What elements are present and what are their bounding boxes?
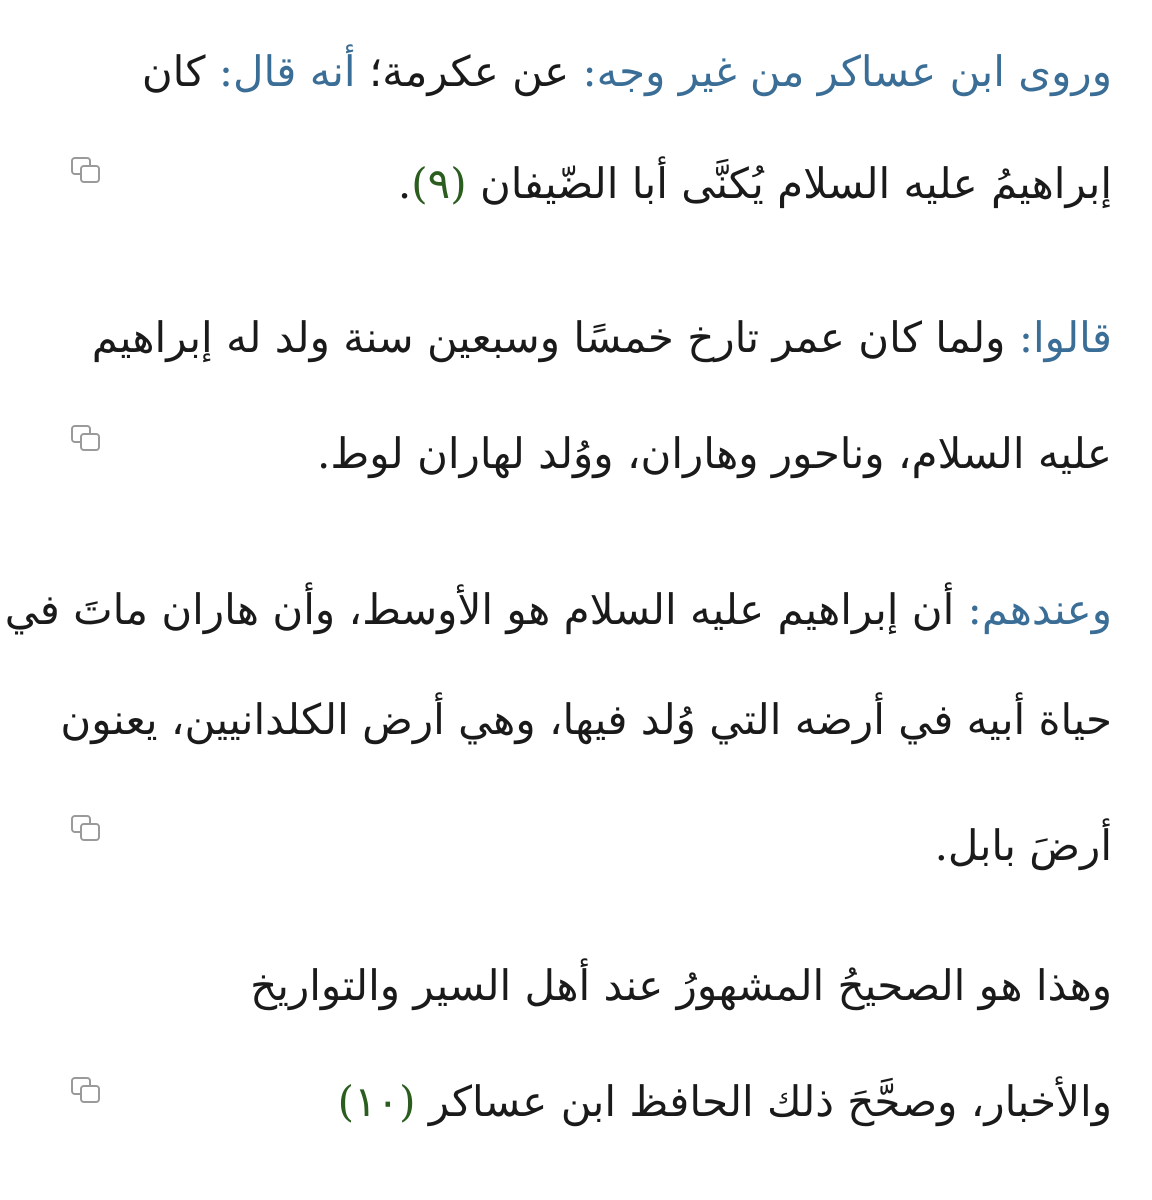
copy-icon[interactable] [70,156,104,186]
text-run: وهذا هو الصحيحُ المشهورُ عند أهل السير والتواريخ [250,961,1112,1010]
footnote-ref[interactable]: (١٠) [337,1077,416,1126]
text-run: أن إبراهيم عليه السلام هو الأوسط، وأن هاران ماتَ في [4,585,968,634]
text-run: كان [141,47,219,96]
text-line [40,820,1112,872]
text-run: عن عكرمة؛ [355,47,583,96]
text-line [40,1076,1112,1128]
text-line [40,428,1112,480]
text-run: والأخبار، وصحَّحَ ذلك الحافظ ابن عساكر [415,1077,1112,1126]
footnote-ref[interactable]: (٩) [411,159,467,208]
text-run: ولما كان عمر تارخ خمسًا وسبعين سنة ولد له إبراهيم [91,313,1019,362]
text-run: عليه السلام، وناحور وهاران، ووُلد لهاران لوط. [317,429,1112,478]
copy-icon[interactable] [70,814,104,844]
text-line [40,694,1112,746]
speaker-label: وعندهم: [967,585,1112,634]
text-run: حياة أبيه في أرضه التي وُلد فيها، وهي أرض الكلدانيين، يعنون [60,695,1112,744]
text-run: . [397,159,412,208]
speaker-label: وروى ابن عساكر من غير وجه: [582,47,1112,96]
copy-icon[interactable] [70,424,104,454]
text-line [40,312,1112,364]
copy-icon[interactable] [70,1076,104,1106]
text-run: أرضَ بابل. [934,821,1112,870]
speaker-label: قالوا: [1018,313,1112,362]
text-run: إبراهيمُ عليه السلام يُكنَّى أبا الضّيفان [466,159,1112,208]
text-line [40,46,1112,98]
text-line [40,960,1112,1012]
text-line [4,584,1112,636]
speaker-label: أنه قال: [218,47,356,96]
text-line [40,158,1112,210]
